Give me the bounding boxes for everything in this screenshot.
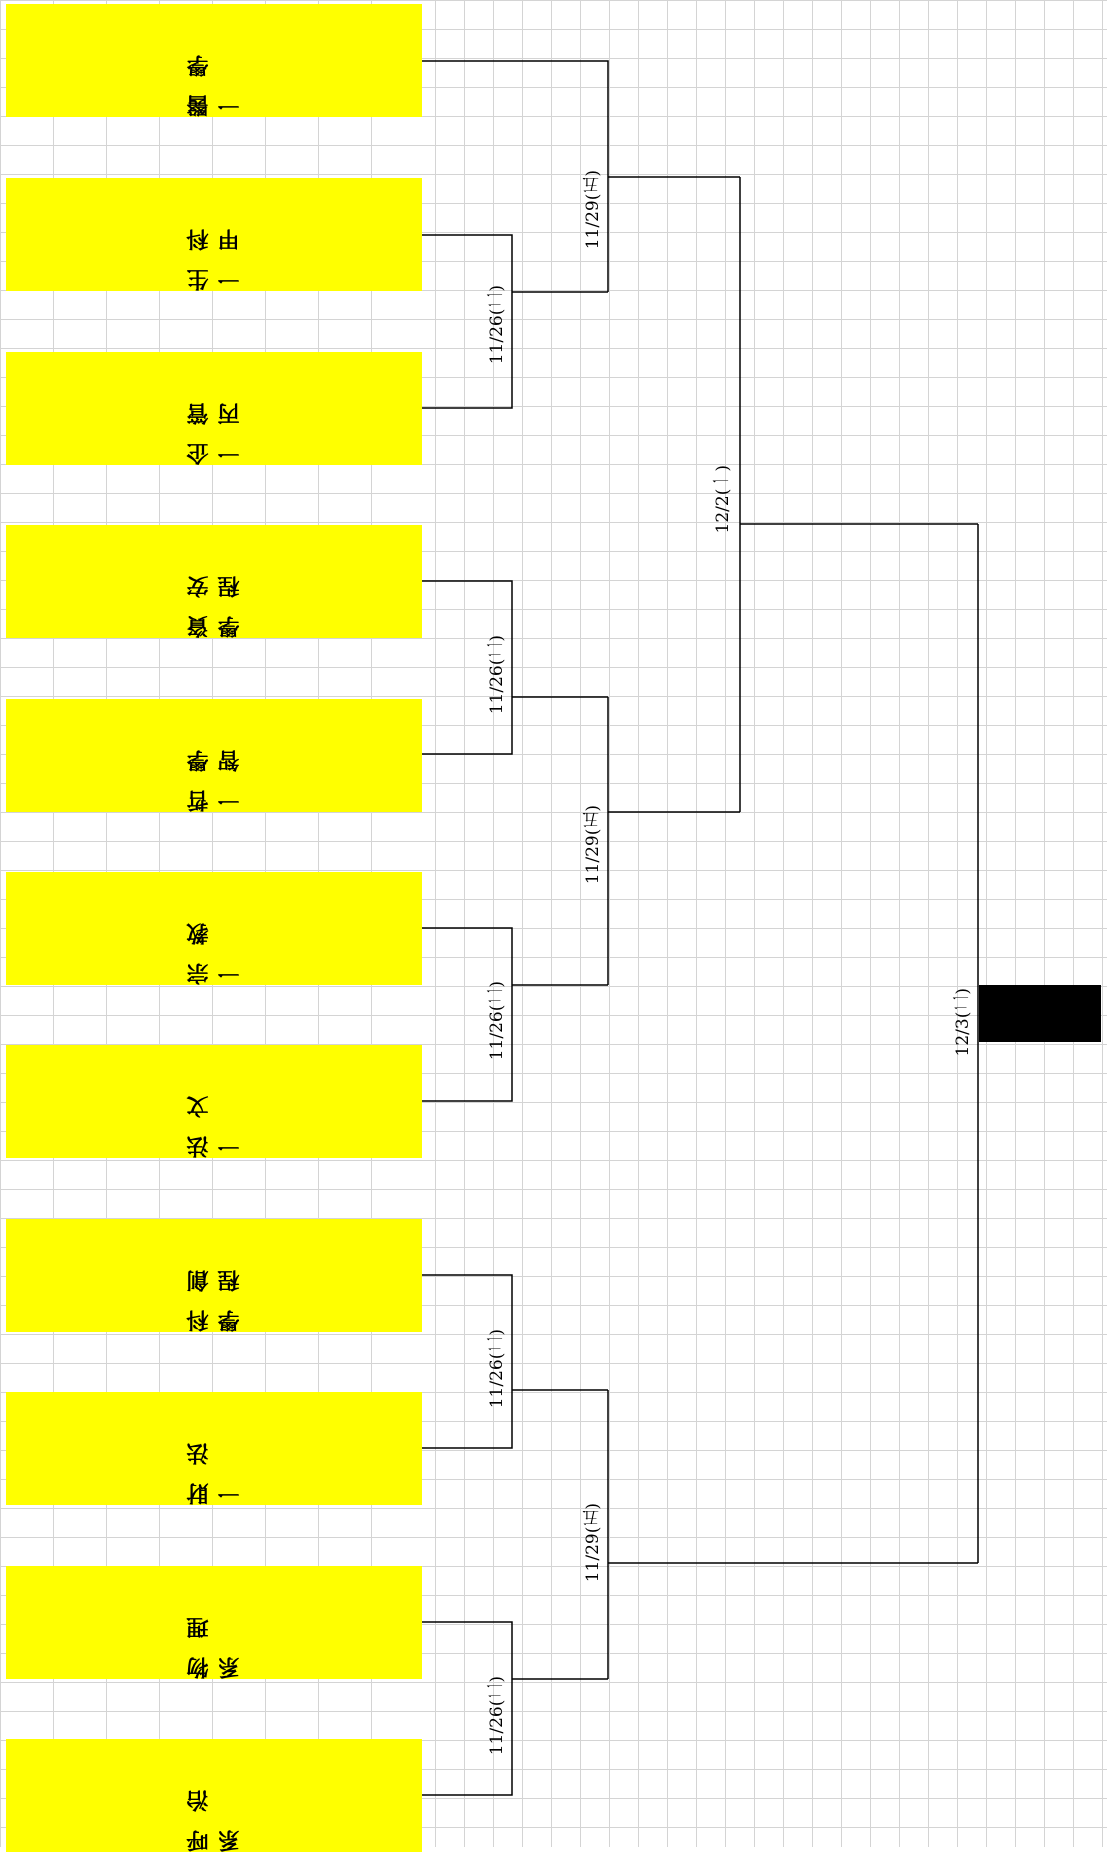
team-name: 宗教一 (186, 905, 243, 985)
match-date-r2-1: 11/29(五) (583, 170, 603, 250)
match-date-r1-4: 11/26(二) (487, 1329, 507, 1409)
match-date-r1-2: 11/26(二) (487, 635, 507, 715)
match-date-r1-5: 11/26(二) (487, 1676, 507, 1756)
champion-cell (979, 985, 1101, 1042)
match-date-r1-3: 11/26(二) (487, 981, 507, 1061)
match-date-r1-1: 11/26(二) (487, 285, 507, 365)
team-name: 醫學一 (186, 37, 243, 117)
team-name: 法文一 (186, 1078, 243, 1158)
match-date-final: 12/3(二) (953, 988, 973, 1057)
team-name: 資安學程 (186, 558, 243, 638)
team-name: 哲學一智 (186, 732, 243, 812)
match-date-semifinal: 12/2(一) (713, 465, 733, 534)
team-name: 科創學程 (186, 1252, 243, 1332)
team-name: 企管一丙 (186, 385, 243, 465)
team-name: 生科一甲 (186, 211, 243, 291)
team-name: 物理系 (186, 1599, 243, 1679)
team-name: 呼治系 (186, 1772, 243, 1852)
match-date-r2-3: 11/29(五) (583, 1503, 603, 1583)
match-date-r2-2: 11/29(五) (583, 805, 603, 885)
team-name: 財法一 (186, 1425, 243, 1505)
